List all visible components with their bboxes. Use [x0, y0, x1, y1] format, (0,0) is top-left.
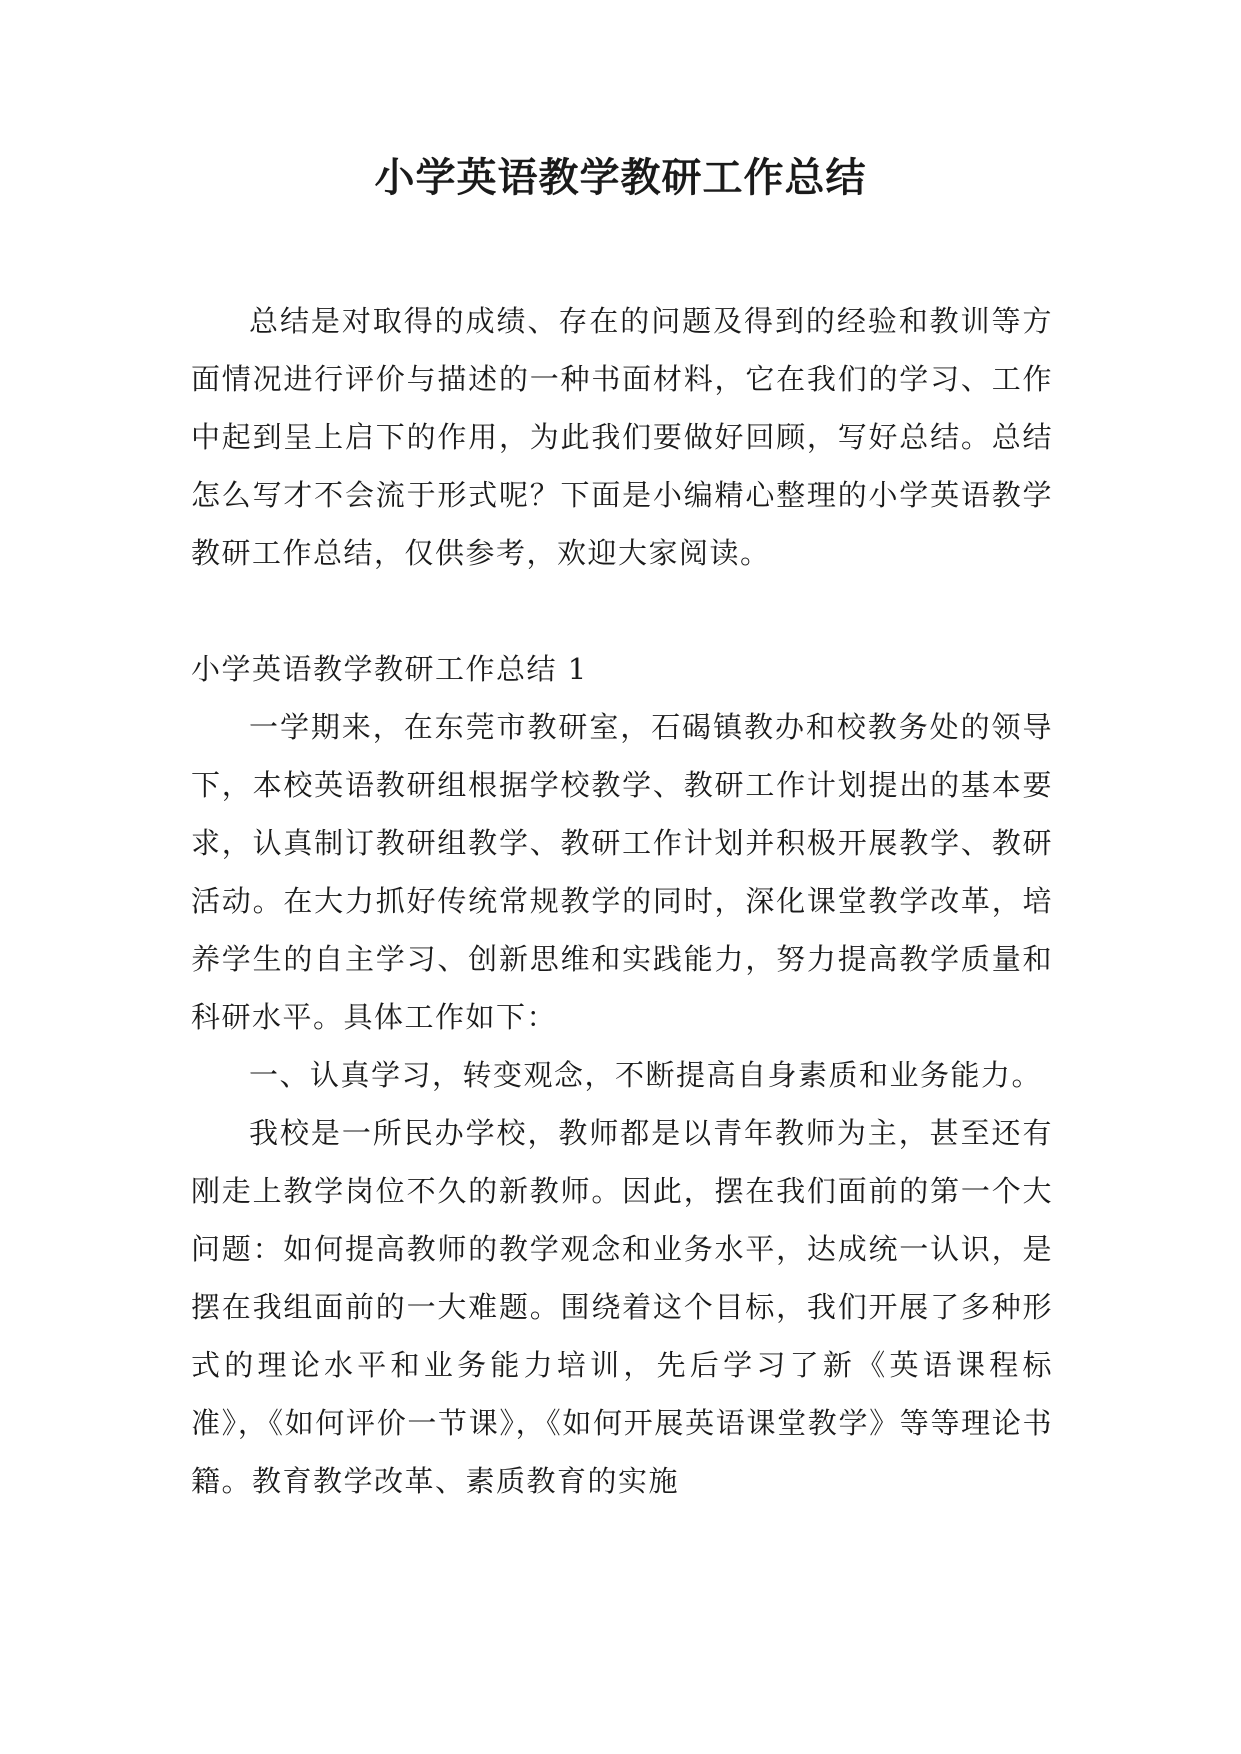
body-paragraph: 我校是一所民办学校，教师都是以青年教师为主，甚至还有刚走上教学岗位不久的新教师。因此，摆在我们面前的第一个大问题：如何提高教师的教学观念和业务水平，达成统一认识，是摆在我组面前的一大难题。围绕着这个目标，我们开展了多种形式的理论水平和业务能力培训，先后学习了新《英语课程标准》，《如何评价一节课》，《如何开展英语课堂教学》等等理论书籍。教育教学改革、素质教育的实施	[191, 1116, 1053, 1498]
document-title: 小学英语教学教研工作总结	[374, 154, 867, 201]
body-paragraph: 一、认真学习，转变观念，不断提高自身素质和业务能力。	[249, 1058, 1043, 1092]
section-heading: 小学英语教学教研工作总结 1	[191, 652, 588, 686]
intro-paragraph: 总结是对取得的成绩、存在的问题及得到的经验和教训等方面情况进行评价与描述的一种书面材料，它在我们的学习、工作中起到呈上启下的作用，为此我们要做好回顾，写好总结。总结怎么写才不会流于形式呢？下面是小编精心整理的小学英语教学教研工作总结，仅供参考，欢迎大家阅读。	[191, 304, 1053, 570]
body-paragraph: 一学期来，在东莞市教研室，石碣镇教办和校教务处的领导下，本校英语教研组根据学校教学、教研工作计划提出的基本要求，认真制订教研组教学、教研工作计划并积极开展教学、教研活动。在大力抓好传统常规教学的同时，深化课堂教学改革，培养学生的自主学习、创新思维和实践能力，努力提高教学质量和科研水平。具体工作如下：	[191, 710, 1053, 1034]
document-body	[191, 292, 1053, 1510]
